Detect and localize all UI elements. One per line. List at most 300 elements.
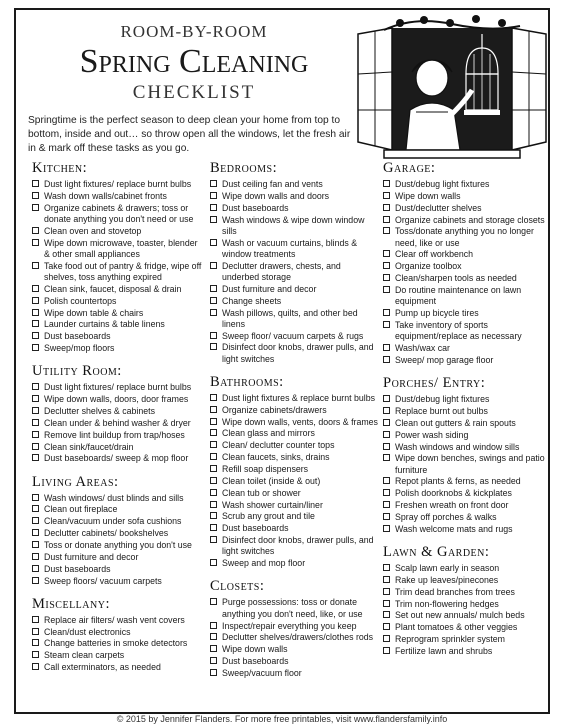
checkbox-icon[interactable] <box>210 501 217 508</box>
checklist-item <box>32 261 202 284</box>
checklist-item <box>32 576 202 587</box>
section-title: Porches/ Entry: <box>383 375 486 392</box>
checklist-item-label: Trim non-flowering hedges <box>395 598 499 609</box>
checklist-item <box>383 575 548 586</box>
checklist-item <box>383 191 548 202</box>
checkbox-icon[interactable] <box>383 192 390 199</box>
section-title: Lawn & Garden: <box>383 544 490 561</box>
checklist-item-label: Clean under & behind washer & dryer <box>44 417 191 428</box>
checklist-item <box>32 615 202 626</box>
checkbox-icon[interactable] <box>210 285 217 292</box>
checklist-item-label: Sweep/ mop garage floor <box>395 354 494 365</box>
column-1 <box>32 160 202 682</box>
checklist-item-label: Clean faucets, sinks, drains <box>222 452 330 463</box>
checkbox-icon[interactable] <box>32 565 39 572</box>
checklist-item-label: Wipe down table & chairs <box>44 307 144 318</box>
checklist-item <box>32 203 202 226</box>
checkbox-icon[interactable] <box>32 443 39 450</box>
checkbox-icon[interactable] <box>383 204 390 211</box>
checkbox-icon[interactable] <box>32 192 39 199</box>
checklist-item-label: Organize toolbox <box>395 261 462 272</box>
title-room-by-room: ROOM-BY-ROOM <box>120 22 268 41</box>
checklist-item-label: Purge possessions: toss or donate anything you don't need, like, or use <box>222 597 363 619</box>
checkbox-icon[interactable] <box>383 286 390 293</box>
checkbox-icon[interactable] <box>210 465 217 472</box>
checklist-item-label: Take inventory of sports equipment/replace as necessary <box>395 319 522 342</box>
checklist-item <box>32 540 202 551</box>
checklist-item-label: Dust baseboards <box>222 656 289 667</box>
checklist-item-label: Call exterminators, as needed <box>44 662 161 673</box>
checkbox-icon[interactable] <box>210 512 217 519</box>
checklist-item-label: Trim dead branches from trees <box>395 586 515 597</box>
checklist-item <box>383 394 548 405</box>
checklist-item <box>210 632 380 643</box>
checklist-item <box>210 215 380 238</box>
checklist-item <box>32 343 202 354</box>
checklist-item <box>32 627 202 638</box>
window-woman-birdcage-illustration <box>354 14 550 164</box>
checkbox-icon[interactable] <box>210 453 217 460</box>
checklist-item-label: Dust baseboards <box>44 331 111 342</box>
column-2 <box>210 160 380 688</box>
checklist-item <box>383 442 548 453</box>
checkbox-icon[interactable] <box>383 477 390 484</box>
checklist-item-label: Clean/ declutter counter tops <box>222 440 335 451</box>
checkbox-icon[interactable] <box>32 517 39 524</box>
checklist-item <box>210 191 380 202</box>
checklist-item <box>383 563 548 574</box>
checklist-item-label: Clean out fireplace <box>44 504 118 515</box>
section-title: Kitchen: <box>32 160 88 176</box>
checklist-items <box>32 493 202 587</box>
checkbox-icon[interactable] <box>383 356 390 363</box>
checklist-item-label: Wash down walls/cabinet fronts <box>44 190 167 201</box>
checklist-item-label: Wipe down walls, doors, door frames <box>44 394 189 405</box>
checkbox-icon[interactable] <box>383 647 390 654</box>
checklist-section <box>32 363 202 464</box>
checklist-item-label: Wash or vacuum curtains, blinds & window treatments <box>222 237 358 259</box>
checklist-item <box>32 516 202 527</box>
checklist-item <box>32 418 202 429</box>
checklist-item <box>32 528 202 539</box>
checklist-item-label: Wipe down walls, vents, doors & frames <box>222 416 378 427</box>
checkbox-icon[interactable] <box>32 505 39 512</box>
checklist-item-label: Declutter cabinets/ bookshelves <box>44 528 169 539</box>
checklist-items <box>210 597 380 679</box>
checklist-item <box>32 552 202 563</box>
checklist-item <box>383 488 548 499</box>
checkbox-icon[interactable] <box>210 297 217 304</box>
checkbox-icon[interactable] <box>32 344 39 351</box>
checklist-item-label: Dust furniture and decor <box>222 283 317 294</box>
checkbox-icon[interactable] <box>383 180 390 187</box>
checklist-item-label: Dust furniture and decor <box>44 551 139 562</box>
checkbox-icon[interactable] <box>383 454 390 461</box>
checklist-item-label: Disinfect door knobs, drawer pulls, and light switches <box>222 535 374 557</box>
checklist-item-label: Scrub any grout and tile <box>222 511 315 522</box>
checklist-item <box>210 597 380 620</box>
checklist-item <box>383 587 548 598</box>
checklist-item <box>210 523 380 534</box>
checklist-item <box>383 430 548 441</box>
checklist-section <box>383 375 548 535</box>
checkbox-icon[interactable] <box>210 477 217 484</box>
checklist-item <box>383 512 548 523</box>
title-checklist: CHECKLIST <box>132 81 256 103</box>
checkbox-icon[interactable] <box>210 559 217 566</box>
checklist-item-label: Clean out gutters & rain spouts <box>395 417 516 428</box>
checklist-item <box>210 440 380 451</box>
checklist-item-label: Sweep floors/ vacuum carpets <box>44 575 162 586</box>
checkbox-icon[interactable] <box>383 513 390 520</box>
checklist-item <box>32 504 202 515</box>
checkbox-icon[interactable] <box>383 227 390 234</box>
checkbox-icon[interactable] <box>210 406 217 413</box>
checkbox-icon[interactable] <box>383 262 390 269</box>
checklist-item <box>383 226 548 249</box>
checklist-item <box>383 524 548 535</box>
checklist-item-label: Clean tub or shower <box>222 487 301 498</box>
checkbox-icon[interactable] <box>383 431 390 438</box>
checklist-item <box>383 343 548 354</box>
checklist-item <box>210 296 380 307</box>
checklist-item <box>383 273 548 284</box>
checkbox-icon[interactable] <box>32 494 39 501</box>
checkbox-icon[interactable] <box>210 343 217 350</box>
checklist-item-label: Fertilize lawn and shrubs <box>395 645 493 656</box>
checklist-item-label: Do routine maintenance on lawn equipment <box>395 285 522 307</box>
checklist-item-label: Dust baseboards <box>222 523 289 534</box>
checklist-item-label: Dust/debug light fixtures <box>395 179 490 189</box>
checklist-section <box>383 544 548 657</box>
checkbox-icon[interactable] <box>210 598 217 605</box>
checklist-items <box>210 393 380 569</box>
checklist-item <box>32 662 202 673</box>
section-title: Utility Room: <box>32 363 122 380</box>
checklist-item-label: Scalp lawn early in season <box>395 563 500 574</box>
checklist-item <box>210 452 380 463</box>
checklist-section <box>32 160 202 354</box>
checkbox-icon[interactable] <box>383 525 390 532</box>
checklist-item-label: Organize cabinets and storage closets <box>395 214 545 225</box>
checkbox-icon[interactable] <box>210 180 217 187</box>
checklist-item <box>383 634 548 645</box>
checklist-item <box>210 476 380 487</box>
checkbox-icon[interactable] <box>383 216 390 223</box>
checkbox-icon[interactable] <box>210 645 217 652</box>
checklist-item-label: Disinfect door knobs, drawer pulls, and light switches <box>222 342 374 364</box>
checklist-item-label: Dust light fixtures/ replace burnt bulbs <box>44 382 192 393</box>
checklist-item-label: Pump up bicycle tires <box>395 308 479 319</box>
checkbox-icon[interactable] <box>32 309 39 316</box>
checklist-items <box>32 615 202 674</box>
checklist-item-label: Clean glass and mirrors <box>222 428 315 439</box>
checklist-item-label: Set out new annuals/ mulch beds <box>395 610 525 621</box>
checkbox-icon[interactable] <box>383 309 390 316</box>
checkbox-icon[interactable] <box>32 297 39 304</box>
checklist-item <box>32 238 202 261</box>
checkbox-icon[interactable] <box>32 239 39 246</box>
checkbox-icon[interactable] <box>210 669 217 676</box>
checkbox-icon[interactable] <box>210 332 217 339</box>
checklist-item-label: Wipe down walls <box>395 190 461 201</box>
checkbox-icon[interactable] <box>32 639 39 646</box>
checklist-item-label: Spray off porches & walks <box>395 511 497 522</box>
checklist-item-label: Wipe down benches, swings and patio furniture <box>395 453 545 475</box>
checklist-item-label: Sweep and mop floor <box>222 558 306 569</box>
checklist-item-label: Polish doorknobs & kickplates <box>395 488 512 499</box>
checklist-item-label: Wash windows & wipe down window sills <box>222 214 365 236</box>
checklist-item-label: Dust baseboards <box>222 202 289 213</box>
checklist-section <box>210 374 380 569</box>
checklist-item-label: Wash/wax car <box>395 343 450 354</box>
checklist-item-label: Freshen wreath on front door <box>395 500 509 511</box>
checkbox-icon[interactable] <box>32 227 39 234</box>
checklist-item <box>210 428 380 439</box>
checkbox-icon[interactable] <box>32 651 39 658</box>
checkbox-icon[interactable] <box>383 489 390 496</box>
checklist-item-label: Plant tomatoes & other veggies <box>395 622 518 633</box>
checkbox-icon[interactable] <box>383 611 390 618</box>
section-title: Bedrooms: <box>210 160 278 176</box>
checklist-item <box>210 238 380 261</box>
checklist-item-label: Organize cabinets & drawers; toss or donate anything you don't need or use <box>44 202 194 224</box>
checkbox-icon[interactable] <box>210 657 217 664</box>
checklist-item-label: Toss/donate anything you no longer need, like or use <box>395 226 534 248</box>
checkbox-icon[interactable] <box>383 588 390 595</box>
checklist-item <box>210 558 380 569</box>
checklist-items <box>210 179 380 365</box>
checklist-item-label: Steam clean carpets <box>44 650 125 661</box>
checklist-item <box>210 179 380 190</box>
checkbox-icon[interactable] <box>210 429 217 436</box>
checklist-item <box>32 493 202 504</box>
checklist-item <box>32 179 202 190</box>
checklist-item <box>210 331 380 342</box>
checklist-item <box>383 476 548 487</box>
checklist-item <box>210 535 380 558</box>
title-spring-cleaning: Spring Cleaning <box>79 43 309 80</box>
checklist-item-label: Clear off workbench <box>395 249 474 260</box>
checklist-item <box>32 442 202 453</box>
checklist-item <box>32 331 202 342</box>
checklist-item-label: Clean sink/faucet/drain <box>44 441 134 452</box>
checklist-item <box>383 355 548 366</box>
checklist-item-label: Polish countertops <box>44 295 117 306</box>
checkbox-icon[interactable] <box>210 418 217 425</box>
checklist-item-label: Wash windows and window sills <box>395 441 520 452</box>
checklist-item <box>210 405 380 416</box>
checkbox-icon[interactable] <box>32 383 39 390</box>
checkbox-icon[interactable] <box>32 320 39 327</box>
checklist-item <box>383 610 548 621</box>
checklist-item <box>32 284 202 295</box>
checklist-item <box>383 249 548 260</box>
checkbox-icon[interactable] <box>210 524 217 531</box>
checklist-item <box>32 382 202 393</box>
checkbox-icon[interactable] <box>32 577 39 584</box>
checklist-item <box>32 319 202 330</box>
checklist-item-label: Take food out of pantry & fridge, wipe off shelves, toss anything expired <box>44 260 202 282</box>
checkbox-icon[interactable] <box>383 407 390 414</box>
checkbox-icon[interactable] <box>32 204 39 211</box>
checkbox-icon[interactable] <box>383 395 390 402</box>
checklist-item-label: Sweep/mop floors <box>44 343 115 354</box>
checklist-item <box>383 320 548 343</box>
checkbox-icon[interactable] <box>383 564 390 571</box>
section-title: Closets: <box>210 578 265 595</box>
checkbox-icon[interactable] <box>383 501 390 508</box>
checkbox-icon[interactable] <box>383 250 390 257</box>
checklist-item <box>210 342 380 365</box>
checklist-items <box>32 382 202 464</box>
checklist-item <box>210 308 380 331</box>
checklist-item-label: Replace burnt out bulbs <box>395 405 488 416</box>
checklist-item-label: Dust light fixtures & replace burnt bulbs <box>222 392 376 403</box>
checkbox-icon[interactable] <box>32 431 39 438</box>
section-title: Bathrooms: <box>210 373 284 390</box>
checkbox-icon[interactable] <box>383 419 390 426</box>
checklist-item-label: Declutter shelves/drawers/clothes rods <box>222 632 374 643</box>
checklist-item-label: Dust baseboards <box>44 563 111 574</box>
checkbox-icon[interactable] <box>32 407 39 414</box>
checkbox-icon[interactable] <box>32 663 39 670</box>
checklist-item-label: Clean toilet (inside & out) <box>222 475 321 486</box>
checkbox-icon[interactable] <box>32 454 39 461</box>
checklist-item-label: Sweep floor/ vacuum carpets & rugs <box>222 330 364 341</box>
checklist-item <box>32 296 202 307</box>
checkbox-icon[interactable] <box>210 262 217 269</box>
checkbox-icon[interactable] <box>32 285 39 292</box>
checklist-item <box>210 464 380 475</box>
checklist-section <box>32 474 202 587</box>
checklist-items <box>383 563 548 657</box>
checkbox-icon[interactable] <box>210 192 217 199</box>
checklist-item <box>383 599 548 610</box>
footer-copyright: © 2015 by Jennifer Flanders. For more free printables, visit www.flandersfamily.info <box>116 714 448 724</box>
checkbox-icon[interactable] <box>383 600 390 607</box>
checkbox-icon[interactable] <box>32 419 39 426</box>
checklist-item <box>32 453 202 464</box>
checkbox-icon[interactable] <box>210 216 217 223</box>
checkbox-icon[interactable] <box>383 344 390 351</box>
checklist-item <box>210 203 380 214</box>
checklist-item <box>383 622 548 633</box>
checklist-item <box>383 215 548 226</box>
checkbox-icon[interactable] <box>383 635 390 642</box>
checkbox-icon[interactable] <box>32 628 39 635</box>
checkbox-icon[interactable] <box>210 536 217 543</box>
checklist-item-label: Remove lint buildup from trap/hoses <box>44 429 185 440</box>
checklist-item-label: Change sheets <box>222 295 282 306</box>
title-block <box>24 22 364 104</box>
checklist-item <box>383 308 548 319</box>
checklist-item <box>210 656 380 667</box>
checklist-item <box>383 500 548 511</box>
checkbox-icon[interactable] <box>32 529 39 536</box>
checkbox-icon[interactable] <box>210 622 217 629</box>
checklist-item-label: Organize cabinets/drawers <box>222 404 327 415</box>
checklist-section <box>383 160 548 366</box>
checkbox-icon[interactable] <box>32 262 39 269</box>
column-3 <box>383 160 548 666</box>
section-title: Garage: <box>383 160 436 176</box>
checklist-items <box>383 179 548 366</box>
checklist-item-label: Dust light fixtures/ replace burnt bulbs <box>44 179 192 189</box>
checkbox-icon[interactable] <box>210 489 217 496</box>
intro-paragraph: Springtime is the perfect season to deep clean your home from top to bottom, inside and out… so throw open all the windows, let the fresh air in & mark off these tasks as you go. <box>28 115 351 155</box>
checkbox-icon[interactable] <box>32 395 39 402</box>
checkbox-icon[interactable] <box>210 441 217 448</box>
checklist-item-label: Clean/dust electronics <box>44 626 131 637</box>
checklist-item <box>32 226 202 237</box>
checkbox-icon[interactable] <box>32 541 39 548</box>
checkbox-icon[interactable] <box>210 394 217 401</box>
checklist-item <box>210 500 380 511</box>
checklist-item-label: Refill soap dispensers <box>222 464 309 474</box>
checklist-item-label: Declutter drawers, chests, and underbed storage <box>222 260 341 282</box>
checklist-item <box>210 621 380 632</box>
checklist-item-label: Sweep/vacuum floor <box>222 667 302 678</box>
checklist-item-label: Declutter shelves & cabinets <box>44 405 155 416</box>
checklist-item <box>32 430 202 441</box>
checkbox-icon[interactable] <box>210 204 217 211</box>
checkbox-icon[interactable] <box>210 309 217 316</box>
checklist-item-label: Power wash siding <box>395 429 469 440</box>
checklist-item <box>32 394 202 405</box>
checklist-item-label: Rake up leaves/pinecones <box>395 574 499 585</box>
checklist-item-label: Wipe down walls and doors <box>222 190 330 201</box>
checklist-items <box>32 179 202 354</box>
checkbox-icon[interactable] <box>32 332 39 339</box>
checklist-item-label: Clean/vacuum under sofa cushions <box>44 516 182 527</box>
checkbox-icon[interactable] <box>383 576 390 583</box>
checklist-item-label: Toss or donate anything you don't use <box>44 539 192 550</box>
checkbox-icon[interactable] <box>383 321 390 328</box>
checklist-item <box>210 511 380 522</box>
checklist-item <box>383 418 548 429</box>
checklist-item-label: Replace air filters/ wash vent covers <box>44 614 185 625</box>
checklist-item-label: Wash welcome mats and rugs <box>395 523 513 534</box>
checklist-item <box>32 406 202 417</box>
checklist-item-label: Dust/declutter shelves <box>395 202 482 213</box>
section-title: Living Areas: <box>32 473 119 490</box>
checklist-item-label: Wipe down microwave, toaster, blender & other small appliances <box>44 237 198 259</box>
checklist-item <box>383 285 548 308</box>
checkbox-icon[interactable] <box>210 633 217 640</box>
checklist-item-label: Wash shower curtain/liner <box>222 499 323 510</box>
checklist-item-label: Reprogram sprinkler system <box>395 634 505 645</box>
checklist-item <box>210 668 380 679</box>
checklist-item <box>210 417 380 428</box>
checklist-section <box>210 160 380 365</box>
checklist-item-label: Launder curtains & table linens <box>44 319 165 330</box>
checkbox-icon[interactable] <box>32 616 39 623</box>
checklist-items <box>383 394 548 535</box>
checkbox-icon[interactable] <box>32 553 39 560</box>
checklist-item <box>210 284 380 295</box>
checkbox-icon[interactable] <box>210 239 217 246</box>
checklist-item-label: Inspect/repair everything you keep <box>222 620 357 631</box>
checklist-item <box>383 179 548 190</box>
checkbox-icon[interactable] <box>383 274 390 281</box>
checklist-item-label: Clean oven and stovetop <box>44 225 142 236</box>
checkbox-icon[interactable] <box>383 623 390 630</box>
checklist-section <box>32 596 202 674</box>
checklist-item <box>383 261 548 272</box>
checkbox-icon[interactable] <box>383 443 390 450</box>
checkbox-icon[interactable] <box>32 180 39 187</box>
